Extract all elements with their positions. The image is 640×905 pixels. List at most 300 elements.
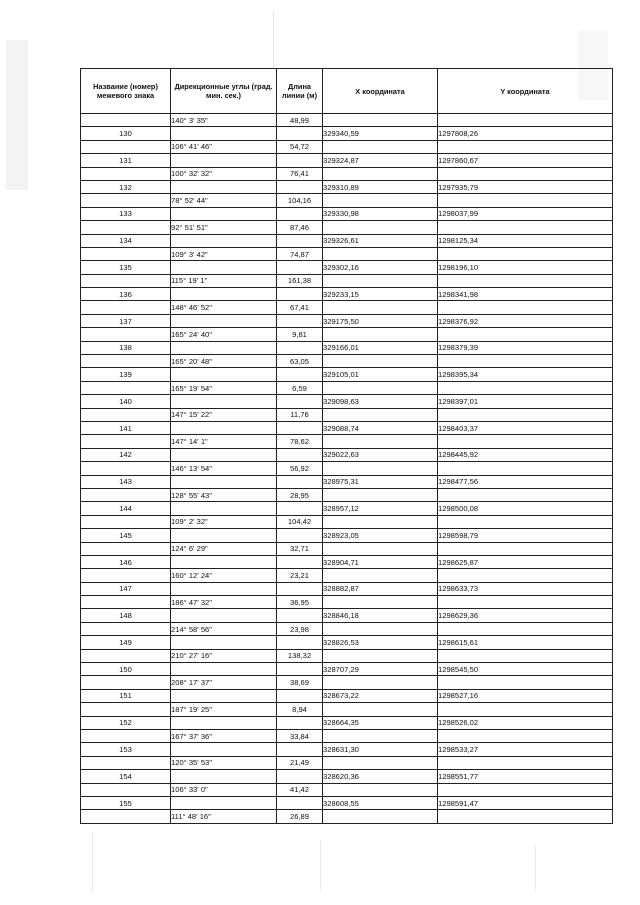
- y-cell: [438, 408, 613, 421]
- x-cell: 328882,87: [323, 582, 438, 595]
- table-row: [81, 716, 613, 729]
- length-cell: 8,94: [277, 703, 323, 716]
- length-cell: [277, 582, 323, 595]
- x-cell: [323, 596, 438, 609]
- angle-cell: 160° 12' 24": [171, 569, 277, 582]
- table-row: [81, 475, 613, 488]
- y-cell: [438, 649, 613, 662]
- x-cell: [323, 649, 438, 662]
- angle-cell: [171, 421, 277, 434]
- angle-cell: [171, 395, 277, 408]
- table-row: [81, 502, 613, 515]
- angle-cell: 167° 37' 36": [171, 729, 277, 742]
- x-cell: [323, 221, 438, 234]
- mark-cell: [81, 622, 171, 635]
- x-cell: [323, 515, 438, 528]
- y-cell: 1298037,99: [438, 207, 613, 220]
- length-cell: [277, 261, 323, 274]
- y-cell: [438, 221, 613, 234]
- mark-cell: [81, 140, 171, 153]
- angle-cell: 140° 3' 35": [171, 114, 277, 127]
- y-cell: [438, 167, 613, 180]
- length-cell: 6,59: [277, 381, 323, 394]
- length-cell: 161,38: [277, 274, 323, 287]
- table-row: [81, 582, 613, 595]
- table-row: [81, 462, 613, 475]
- y-cell: 1297860,67: [438, 154, 613, 167]
- table-row: [81, 636, 613, 649]
- table-row: [81, 140, 613, 153]
- angle-cell: 124° 6' 29": [171, 542, 277, 555]
- table-row: [81, 529, 613, 542]
- y-cell: 1298533,27: [438, 743, 613, 756]
- mark-cell: [81, 676, 171, 689]
- table-row: [81, 180, 613, 193]
- angle-cell: [171, 207, 277, 220]
- length-cell: [277, 180, 323, 193]
- y-cell: [438, 488, 613, 501]
- length-cell: [277, 288, 323, 301]
- scan-noise: [535, 845, 536, 890]
- angle-cell: 78° 52' 44": [171, 194, 277, 207]
- table-row: [81, 207, 613, 220]
- table-row: [81, 515, 613, 528]
- length-cell: [277, 421, 323, 434]
- length-cell: 38,69: [277, 676, 323, 689]
- mark-cell: 135: [81, 261, 171, 274]
- table-row: [81, 395, 613, 408]
- table-row: [81, 288, 613, 301]
- x-cell: [323, 328, 438, 341]
- mark-cell: [81, 408, 171, 421]
- length-cell: 76,41: [277, 167, 323, 180]
- mark-cell: 139: [81, 368, 171, 381]
- mark-cell: 148: [81, 609, 171, 622]
- table-row: [81, 542, 613, 555]
- length-cell: 87,46: [277, 221, 323, 234]
- table-row: [81, 689, 613, 702]
- mark-cell: [81, 569, 171, 582]
- mark-cell: [81, 783, 171, 796]
- table-row: [81, 448, 613, 461]
- angle-cell: 92° 51' 51": [171, 221, 277, 234]
- document-page: [80, 68, 612, 824]
- table-row: [81, 167, 613, 180]
- y-cell: 1298477,56: [438, 475, 613, 488]
- angle-cell: 210° 27' 16": [171, 649, 277, 662]
- y-cell: [438, 381, 613, 394]
- length-cell: 54,72: [277, 140, 323, 153]
- table-row: [81, 261, 613, 274]
- angle-cell: 187° 19' 25": [171, 703, 277, 716]
- y-cell: 1298341,98: [438, 288, 613, 301]
- length-cell: 26,89: [277, 810, 323, 823]
- angle-cell: [171, 582, 277, 595]
- angle-cell: 186° 47' 32": [171, 596, 277, 609]
- angle-cell: 147° 14' 1": [171, 435, 277, 448]
- table-row: [81, 221, 613, 234]
- x-cell: 328923,05: [323, 529, 438, 542]
- length-cell: [277, 154, 323, 167]
- table-row: [81, 810, 613, 823]
- y-cell: [438, 247, 613, 260]
- mark-cell: 130: [81, 127, 171, 140]
- length-cell: 78,62: [277, 435, 323, 448]
- y-cell: 1298598,79: [438, 529, 613, 542]
- table-body: [81, 114, 613, 824]
- x-cell: [323, 301, 438, 314]
- x-cell: [323, 435, 438, 448]
- length-cell: [277, 689, 323, 702]
- table-row: [81, 743, 613, 756]
- angle-cell: [171, 770, 277, 783]
- table-row: [81, 355, 613, 368]
- mark-cell: [81, 328, 171, 341]
- y-cell: 1298633,73: [438, 582, 613, 595]
- table-row: [81, 127, 613, 140]
- x-cell: 328620,36: [323, 770, 438, 783]
- mark-cell: [81, 729, 171, 742]
- x-cell: [323, 729, 438, 742]
- mark-cell: 138: [81, 341, 171, 354]
- y-cell: 1298376,92: [438, 314, 613, 327]
- mark-cell: 133: [81, 207, 171, 220]
- table-row: [81, 247, 613, 260]
- table-row: [81, 421, 613, 434]
- length-cell: [277, 663, 323, 676]
- angle-cell: [171, 288, 277, 301]
- x-cell: 329105,01: [323, 368, 438, 381]
- x-cell: [323, 488, 438, 501]
- y-cell: 1297935,79: [438, 180, 613, 193]
- length-cell: [277, 127, 323, 140]
- y-cell: 1298615,61: [438, 636, 613, 649]
- table-row: [81, 368, 613, 381]
- x-cell: [323, 381, 438, 394]
- mark-cell: [81, 810, 171, 823]
- angle-cell: 106° 41' 46": [171, 140, 277, 153]
- x-cell: 328608,55: [323, 796, 438, 809]
- y-cell: [438, 355, 613, 368]
- angle-cell: [171, 796, 277, 809]
- y-cell: [438, 274, 613, 287]
- length-cell: [277, 529, 323, 542]
- angle-cell: 146° 13' 54": [171, 462, 277, 475]
- angle-cell: [171, 475, 277, 488]
- mark-cell: 155: [81, 796, 171, 809]
- mark-cell: [81, 703, 171, 716]
- length-cell: 48,99: [277, 114, 323, 127]
- y-cell: [438, 729, 613, 742]
- x-cell: [323, 247, 438, 260]
- y-cell: 1298629,36: [438, 609, 613, 622]
- mark-cell: 131: [81, 154, 171, 167]
- x-cell: 329330,98: [323, 207, 438, 220]
- length-cell: 32,71: [277, 542, 323, 555]
- x-cell: 328673,22: [323, 689, 438, 702]
- length-cell: [277, 502, 323, 515]
- header-length: Длина линии (м): [277, 69, 323, 114]
- length-cell: 28,95: [277, 488, 323, 501]
- angle-cell: [171, 180, 277, 193]
- mark-cell: 140: [81, 395, 171, 408]
- y-cell: 1298551,77: [438, 770, 613, 783]
- mark-cell: 147: [81, 582, 171, 595]
- table-header: [81, 69, 613, 114]
- table-row: [81, 770, 613, 783]
- y-cell: 1297808,26: [438, 127, 613, 140]
- y-cell: 1298591,47: [438, 796, 613, 809]
- table-row: [81, 622, 613, 635]
- x-cell: 328975,31: [323, 475, 438, 488]
- mark-cell: [81, 435, 171, 448]
- length-cell: [277, 314, 323, 327]
- y-cell: 1298500,08: [438, 502, 613, 515]
- y-cell: [438, 676, 613, 689]
- length-cell: [277, 716, 323, 729]
- table-row: [81, 609, 613, 622]
- length-cell: 67,41: [277, 301, 323, 314]
- angle-cell: 115° 19' 1": [171, 274, 277, 287]
- table-row: [81, 649, 613, 662]
- y-cell: 1298625,87: [438, 555, 613, 568]
- table-row: [81, 783, 613, 796]
- x-cell: [323, 542, 438, 555]
- scan-noise: [320, 840, 321, 890]
- mark-cell: 134: [81, 234, 171, 247]
- x-cell: 328707,29: [323, 663, 438, 676]
- length-cell: 21,49: [277, 756, 323, 769]
- table-row: [81, 234, 613, 247]
- angle-cell: 128° 55' 43": [171, 488, 277, 501]
- length-cell: [277, 234, 323, 247]
- angle-cell: 109° 3' 42": [171, 247, 277, 260]
- x-cell: 328826,53: [323, 636, 438, 649]
- angle-cell: [171, 368, 277, 381]
- x-cell: [323, 756, 438, 769]
- mark-cell: 144: [81, 502, 171, 515]
- angle-cell: [171, 341, 277, 354]
- x-cell: 329088,74: [323, 421, 438, 434]
- angle-cell: [171, 502, 277, 515]
- mark-cell: [81, 194, 171, 207]
- x-cell: 329310,89: [323, 180, 438, 193]
- y-cell: [438, 114, 613, 127]
- angle-cell: 109° 2' 32": [171, 515, 277, 528]
- x-cell: [323, 140, 438, 153]
- mark-cell: [81, 462, 171, 475]
- table-row: [81, 663, 613, 676]
- y-cell: 1298527,16: [438, 689, 613, 702]
- table-row: [81, 555, 613, 568]
- table-row: [81, 488, 613, 501]
- y-cell: 1298445,92: [438, 448, 613, 461]
- table-row: [81, 703, 613, 716]
- angle-cell: [171, 555, 277, 568]
- x-cell: 329166,01: [323, 341, 438, 354]
- angle-cell: 147° 15' 22": [171, 408, 277, 421]
- y-cell: [438, 301, 613, 314]
- length-cell: [277, 341, 323, 354]
- y-cell: 1298125,34: [438, 234, 613, 247]
- table-row: [81, 274, 613, 287]
- mark-cell: [81, 542, 171, 555]
- mark-cell: 149: [81, 636, 171, 649]
- y-cell: 1298395,34: [438, 368, 613, 381]
- mark-cell: 132: [81, 180, 171, 193]
- x-cell: [323, 703, 438, 716]
- length-cell: 63,05: [277, 355, 323, 368]
- y-cell: 1298545,50: [438, 663, 613, 676]
- angle-cell: [171, 636, 277, 649]
- angle-cell: [171, 689, 277, 702]
- table-row: [81, 756, 613, 769]
- x-cell: [323, 167, 438, 180]
- length-cell: [277, 609, 323, 622]
- table-row: [81, 341, 613, 354]
- length-cell: 11,76: [277, 408, 323, 421]
- x-cell: 328631,30: [323, 743, 438, 756]
- length-cell: 104,42: [277, 515, 323, 528]
- angle-cell: [171, 663, 277, 676]
- length-cell: 23,21: [277, 569, 323, 582]
- mark-cell: 145: [81, 529, 171, 542]
- table-row: [81, 569, 613, 582]
- mark-cell: [81, 381, 171, 394]
- length-cell: [277, 796, 323, 809]
- mark-cell: [81, 515, 171, 528]
- table-row: [81, 301, 613, 314]
- y-cell: [438, 515, 613, 528]
- x-cell: 328846,18: [323, 609, 438, 622]
- x-cell: 329233,15: [323, 288, 438, 301]
- angle-cell: 214° 58' 56": [171, 622, 277, 635]
- angle-cell: 100° 32' 32": [171, 167, 277, 180]
- mark-cell: 142: [81, 448, 171, 461]
- table-row: [81, 435, 613, 448]
- y-cell: [438, 435, 613, 448]
- mark-cell: [81, 596, 171, 609]
- length-cell: [277, 636, 323, 649]
- y-cell: [438, 462, 613, 475]
- length-cell: 23,98: [277, 622, 323, 635]
- mark-cell: [81, 649, 171, 662]
- y-cell: [438, 622, 613, 635]
- length-cell: [277, 743, 323, 756]
- mark-cell: 152: [81, 716, 171, 729]
- header-x: X координата: [323, 69, 438, 114]
- mark-cell: [81, 355, 171, 368]
- y-cell: 1298196,10: [438, 261, 613, 274]
- angle-cell: [171, 234, 277, 247]
- x-cell: [323, 462, 438, 475]
- scan-noise: [273, 10, 274, 68]
- mark-cell: 141: [81, 421, 171, 434]
- mark-cell: [81, 756, 171, 769]
- y-cell: 1298397,01: [438, 395, 613, 408]
- x-cell: [323, 622, 438, 635]
- length-cell: [277, 555, 323, 568]
- angle-cell: [171, 314, 277, 327]
- x-cell: [323, 408, 438, 421]
- table-row: [81, 194, 613, 207]
- angle-cell: 111° 48' 16": [171, 810, 277, 823]
- x-cell: 329022,63: [323, 448, 438, 461]
- angle-cell: [171, 127, 277, 140]
- length-cell: 36,95: [277, 596, 323, 609]
- y-cell: 1298403,37: [438, 421, 613, 434]
- angle-cell: 120° 35' 53": [171, 756, 277, 769]
- y-cell: 1298379,39: [438, 341, 613, 354]
- x-cell: 328904,71: [323, 555, 438, 568]
- table-row: [81, 796, 613, 809]
- y-cell: [438, 596, 613, 609]
- length-cell: 33,84: [277, 729, 323, 742]
- x-cell: [323, 274, 438, 287]
- mark-cell: [81, 167, 171, 180]
- length-cell: [277, 448, 323, 461]
- x-cell: 329175,50: [323, 314, 438, 327]
- angle-cell: [171, 448, 277, 461]
- y-cell: 1298526,02: [438, 716, 613, 729]
- table-row: [81, 408, 613, 421]
- angle-cell: [171, 716, 277, 729]
- y-cell: [438, 542, 613, 555]
- mark-cell: 137: [81, 314, 171, 327]
- boundary-coordinates-table: [80, 68, 613, 824]
- y-cell: [438, 569, 613, 582]
- x-cell: [323, 810, 438, 823]
- y-cell: [438, 140, 613, 153]
- x-cell: 329302,16: [323, 261, 438, 274]
- x-cell: 329324,87: [323, 154, 438, 167]
- mark-cell: [81, 247, 171, 260]
- y-cell: [438, 703, 613, 716]
- x-cell: [323, 114, 438, 127]
- table-row: [81, 154, 613, 167]
- angle-cell: 106° 33' 0": [171, 783, 277, 796]
- mark-cell: [81, 301, 171, 314]
- x-cell: 329340,59: [323, 127, 438, 140]
- table-row: [81, 328, 613, 341]
- table-row: [81, 381, 613, 394]
- length-cell: 74,87: [277, 247, 323, 260]
- angle-cell: [171, 529, 277, 542]
- angle-cell: [171, 609, 277, 622]
- table-row: [81, 314, 613, 327]
- x-cell: [323, 355, 438, 368]
- length-cell: [277, 207, 323, 220]
- mark-cell: [81, 221, 171, 234]
- angle-cell: [171, 154, 277, 167]
- x-cell: [323, 194, 438, 207]
- table-row: [81, 676, 613, 689]
- table-row: [81, 596, 613, 609]
- angle-cell: [171, 743, 277, 756]
- x-cell: [323, 676, 438, 689]
- mark-cell: [81, 114, 171, 127]
- mark-cell: 151: [81, 689, 171, 702]
- angle-cell: 208° 17' 37": [171, 676, 277, 689]
- table-row: [81, 114, 613, 127]
- scan-noise: [6, 40, 28, 190]
- angle-cell: 148° 46' 52": [171, 301, 277, 314]
- length-cell: [277, 368, 323, 381]
- x-cell: [323, 783, 438, 796]
- x-cell: 329326,61: [323, 234, 438, 247]
- header-mark: Название (номер) межевого знака: [81, 69, 171, 114]
- length-cell: 41,42: [277, 783, 323, 796]
